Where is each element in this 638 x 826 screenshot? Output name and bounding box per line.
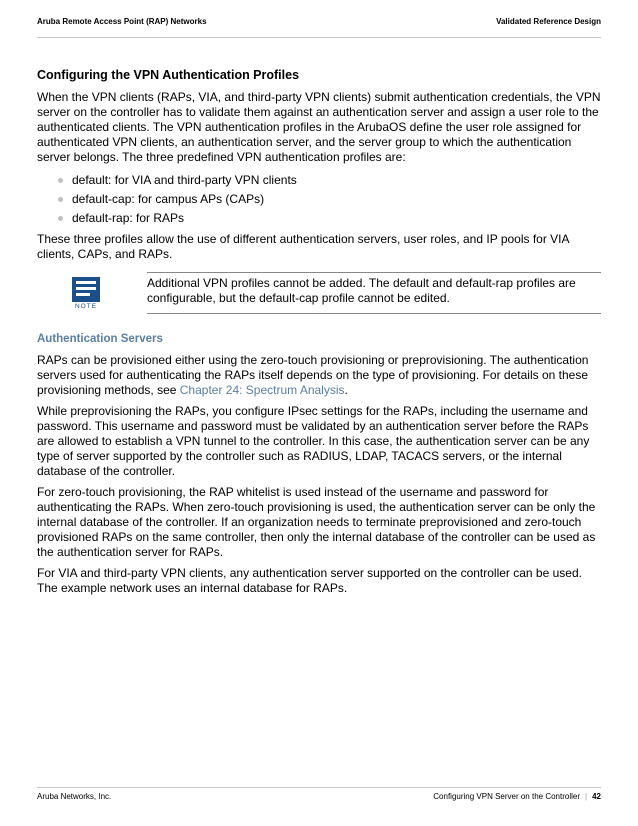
list-item xyxy=(37,209,601,228)
profile-list xyxy=(37,171,601,228)
note-bottom-rule xyxy=(147,313,601,314)
list-item-text: default-cap: for campus APs (CAPs) xyxy=(72,192,265,206)
provisioning-paragraph xyxy=(37,353,601,398)
footer-separator: | xyxy=(585,792,588,801)
page-body xyxy=(37,68,601,602)
bullet-icon xyxy=(58,197,63,202)
header-guide-title: Validated Reference Design xyxy=(496,17,601,26)
via-clients-paragraph: For VIA and third-party VPN clients, any authentication server supported on the controller can be used. The example network uses an internal database for RAPs. xyxy=(37,566,582,595)
note-callout xyxy=(37,272,601,320)
page-header xyxy=(37,17,601,37)
subsection-heading: Authentication Servers xyxy=(37,333,163,345)
profiles-summary-paragraph: These three profiles allow the use of different authentication servers, user roles, and IP pools for VIA clients, CAPs, and RAPs. xyxy=(37,232,569,261)
intro-paragraph: When the VPN clients (RAPs, VIA, and third-party VPN clients) submit authentication credentials, the VPN server on the controller has to validate them against an authentication server and assign a user role to the authenticated clients. The VPN authentication profiles in the ArubaOS define the user role assigned for authenticated VPN clients, an authentication server, and the server group to which the authentication server belongs. The three predefined VPN authentication profiles are: xyxy=(37,90,601,164)
footer-divider xyxy=(37,787,601,788)
header-document-title: Aruba Remote Access Point (RAP) Networks xyxy=(37,17,207,26)
header-divider xyxy=(37,37,601,38)
note-top-rule xyxy=(147,272,601,273)
note-label: NOTE xyxy=(74,303,98,310)
footer-company: Aruba Networks, Inc. xyxy=(37,792,112,801)
bullet-icon xyxy=(58,178,63,183)
section-heading: Configuring the VPN Authentication Profiles xyxy=(37,68,300,82)
chapter-link[interactable]: Chapter 24: Spectrum Analysis xyxy=(179,383,345,397)
footer-chapter-title: Configuring VPN Server on the Controller xyxy=(433,792,581,801)
list-item-text: default-rap: for RAPs xyxy=(72,211,185,225)
list-item xyxy=(37,171,601,190)
preprovisioning-paragraph: While preprovisioning the RAPs, you configure IPsec settings for the RAPs, including the username and password. This username and password must be validated by an authentication server before the RAPs are allowed to establish a VPN tunnel to the controller. In this case, the authentication server can be any type of server supported by the controller such as RADIUS, LDAP, TACACS servers, or the internal database of the controller. xyxy=(37,404,590,478)
page-footer xyxy=(37,792,601,806)
provisioning-text: RAPs can be provisioned either using the zero-touch provisioning or preprovisioning. The authentication servers used for authenticating the RAPs itself depends on the type of provisioning. For details on these provisioning methods, see xyxy=(37,353,589,397)
provisioning-text-end: . xyxy=(344,383,348,397)
page-number: 42 xyxy=(592,792,601,801)
list-item xyxy=(37,190,601,209)
zero-touch-paragraph: For zero-touch provisioning, the RAP whitelist is used instead of the username and password for authenticating the RAPs. When zero-touch provisioning is used, the authentication server can be only the internal database of the controller. If an organization needs to terminate preprovisioned and zero-touch provisioned RAPs on the same controller, then only the internal database of the controller can be used as the authentication server for RAPs. xyxy=(37,485,596,559)
list-item-text: default: for VIA and third-party VPN clients xyxy=(72,173,297,187)
footer-right xyxy=(433,792,601,801)
note-text: Additional VPN profiles cannot be added. The default and default-rap profiles are configurable, but the default-cap profile cannot be edited. xyxy=(147,276,576,305)
bullet-icon xyxy=(58,216,63,221)
